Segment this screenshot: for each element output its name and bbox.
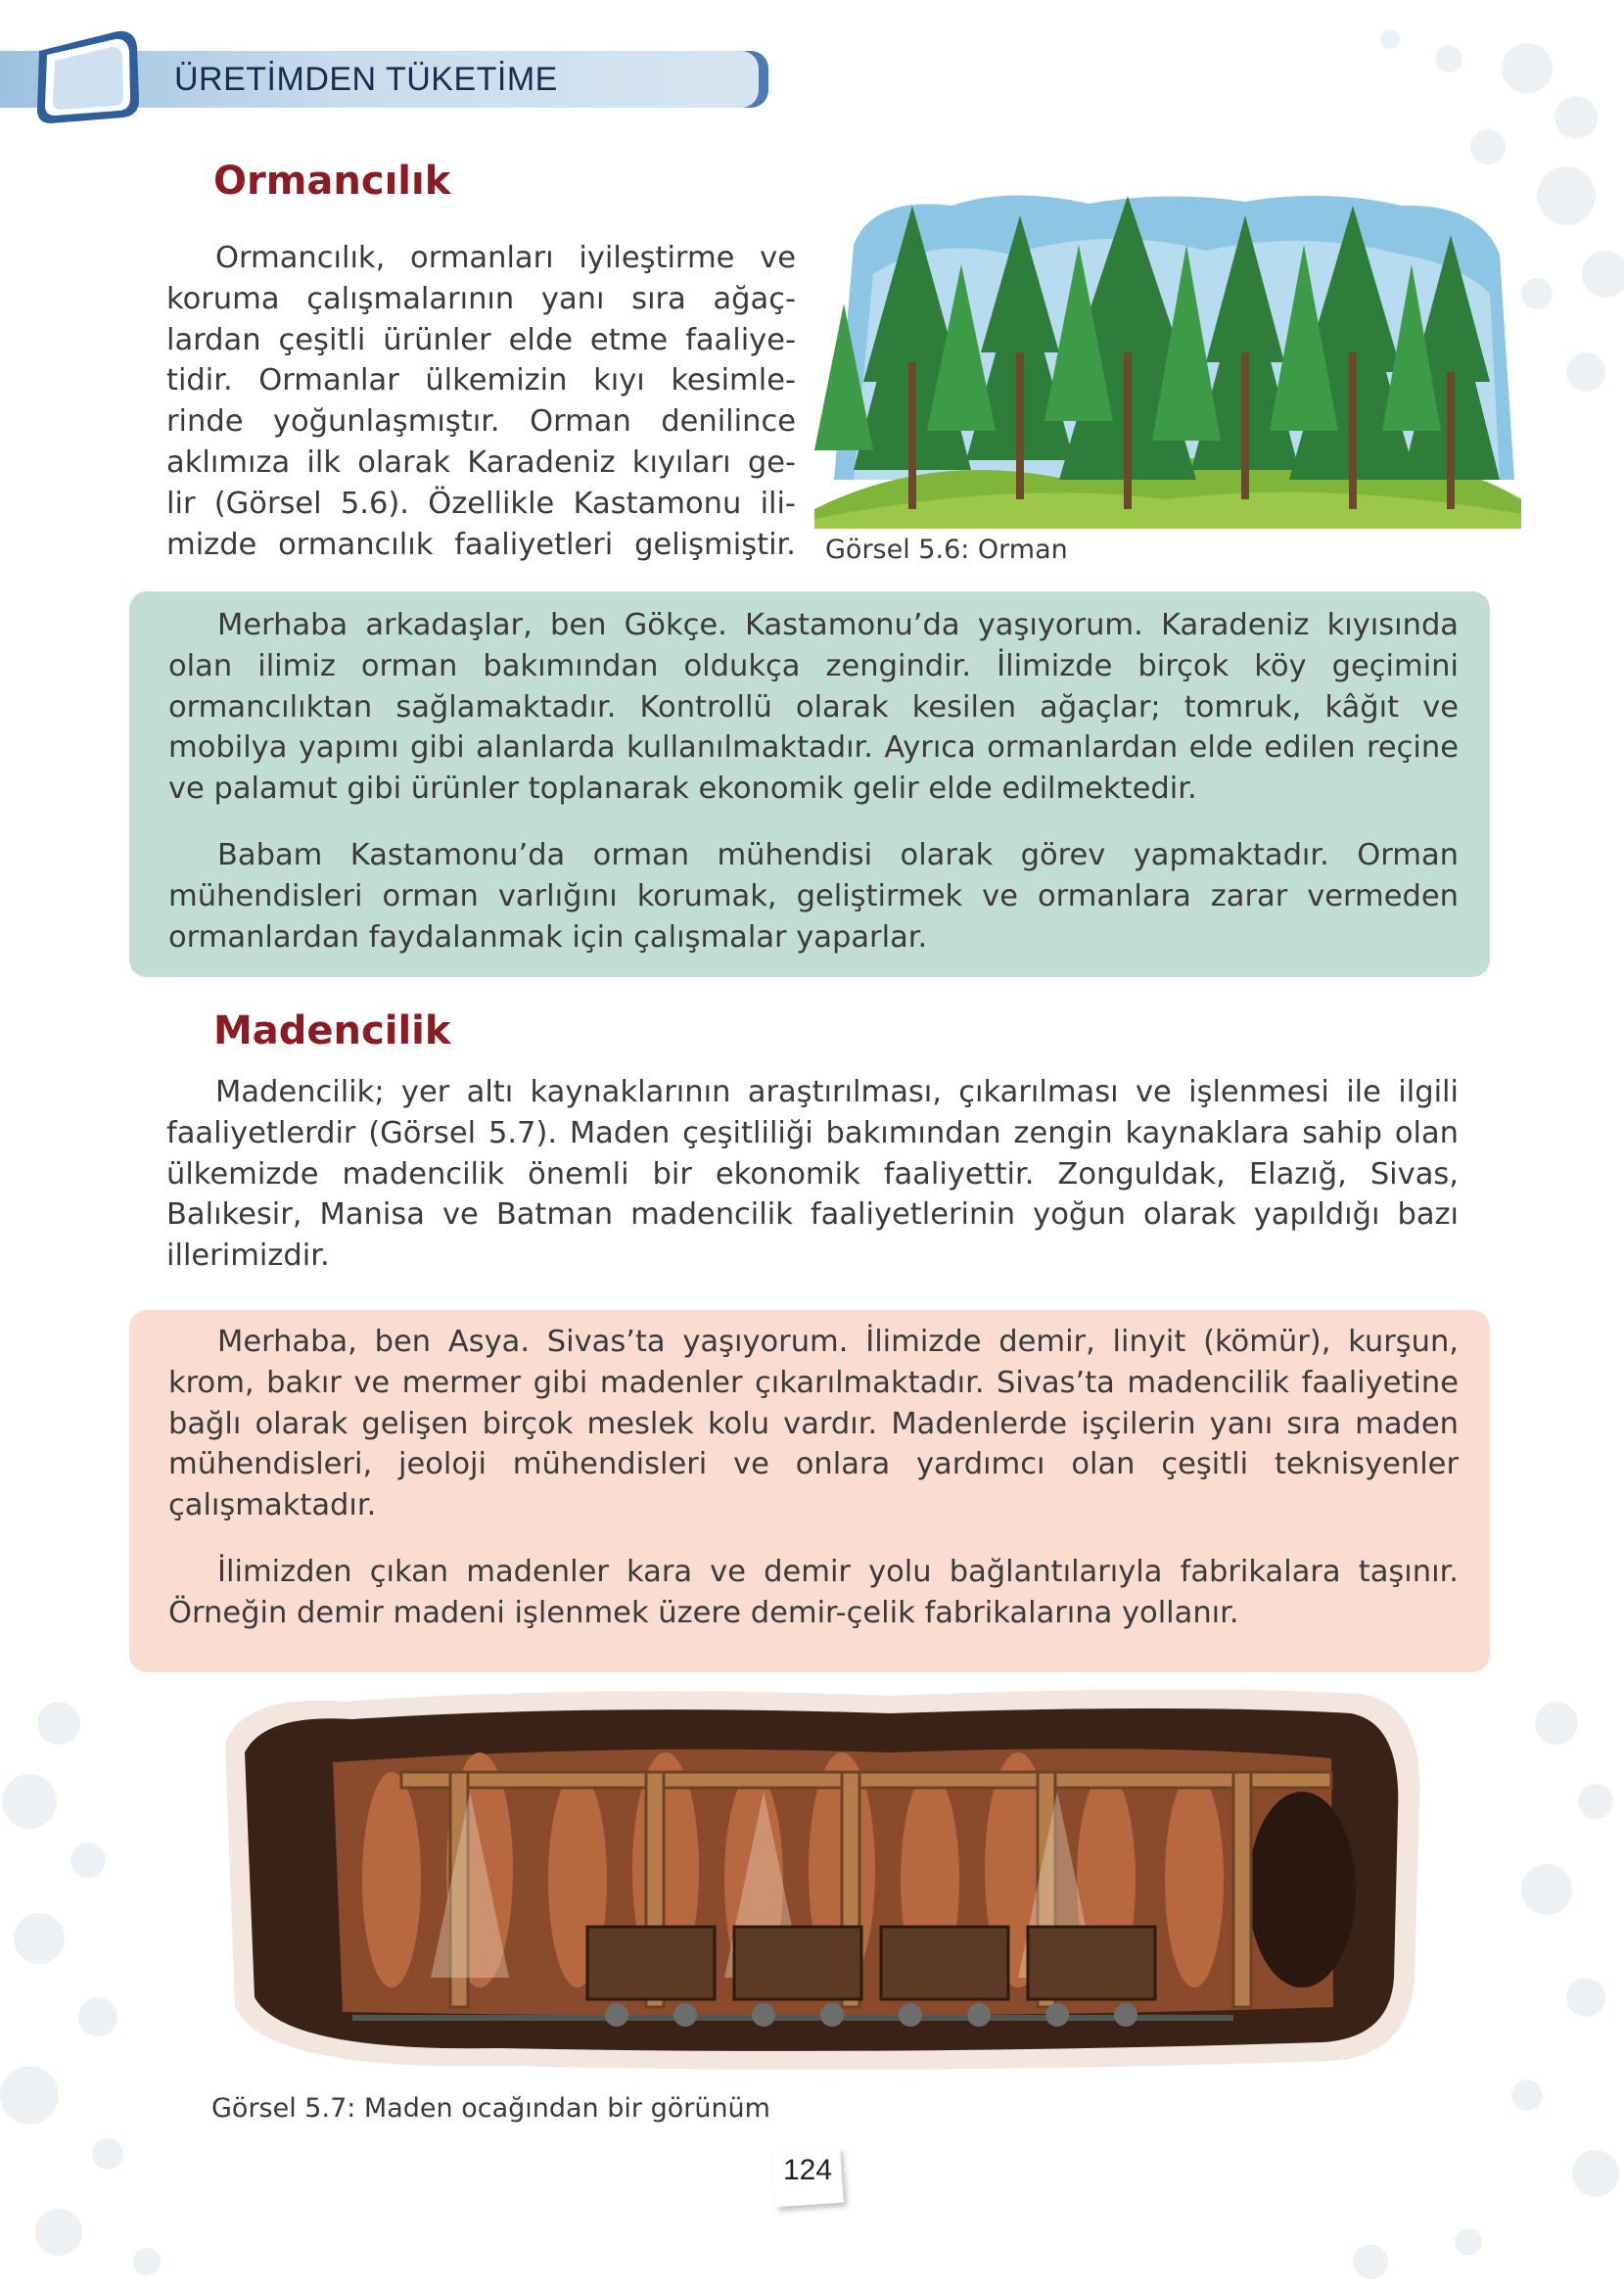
gokce-box-text bbox=[168, 605, 1459, 958]
page-number: 124 bbox=[782, 2154, 833, 2186]
mining-paragraph-text: Madencilik; yer altı kaynaklarının araştırılması, çıkarılması ve işlenmesi ile ilgili faaliyetlerdir (Görsel 5.7). Maden çeşitliliği bakımından zengin kaynaklara sahip olan ülkemizde madencilik önemli bir ekonomik faaliyettir. Zonguldak, Elazığ, Sivas, Balıkesir, Manisa ve Batman madencilik faaliyetlerinin yoğun olarak yapıldığı bazı illerimizdir. bbox=[166, 1075, 1459, 1274]
gokce-paragraph: Babam Kastamonu’da orman mühendisi olarak görev yapmaktadır. Orman mühendisleri orman varlığını korumak, geliştirmek ve ormanlara zarar vermeden ormanlardan faydalanmak için çalışmalar yaparlar. bbox=[168, 837, 1459, 955]
asya-box-text bbox=[168, 1322, 1459, 1634]
forestry-line: aklımıza ilk olarak Karadeniz kıyıları ge- bbox=[166, 444, 796, 480]
asya-info-box bbox=[129, 1310, 1490, 1672]
forestry-line: mizde ormancılık faaliyetleri gelişmiştir. bbox=[166, 527, 796, 562]
book-corner-icon bbox=[29, 22, 145, 127]
forestry-paragraph bbox=[166, 238, 796, 565]
asya-paragraph: İlimizden çıkan madenler kara ve demir yolu bağlantılarıyla fabrikalara taşınır. Örneğin demir madeni işlenmek üzere demir-çelik fabrikalarına yollanır. bbox=[168, 1554, 1459, 1630]
forestry-line: tidir. Ormanlar ülkemizin kıyı kesimle- bbox=[166, 363, 796, 398]
unit-title: ÜRETİMDEN TÜKETİME bbox=[174, 61, 558, 98]
forestry-title: Ormancılık bbox=[213, 159, 451, 204]
forestry-line: lir (Görsel 5.6). Özellikle Kastamonu ili- bbox=[166, 486, 796, 521]
forestry-line: rinde yoğunlaşmıştır. Orman denilince bbox=[166, 404, 796, 440]
asya-paragraph: Merhaba, ben Asya. Sivas’ta yaşıyorum. İlimizde demir, linyit (kömür), kurşun, krom, bakır ve mermer gibi madenler çıkarılmaktadır. Sivas’ta madencilik faaliyetine bağlı olarak gelişen birçok meslek kolu vardır. Madenlerde işçilerin yanı sıra maden mühendisleri, jeoloji mühendisleri ve onlara yardımcı olan çeşitli teknisyenler çalışmaktadır. bbox=[168, 1325, 1459, 1523]
mine-tunnel-illustration bbox=[206, 1684, 1429, 2076]
forestry-line: lardan çeşitli ürünler elde etme faaliye- bbox=[166, 322, 796, 357]
mining-title: Madencilik bbox=[213, 1008, 451, 1053]
forest-image-caption: Görsel 5.6: Orman bbox=[825, 535, 1068, 565]
mine-image-caption: Görsel 5.7: Maden ocağından bir görünüm bbox=[211, 2093, 770, 2124]
gokce-paragraph: Merhaba arkadaşlar, ben Gökçe. Kastamonu’da yaşıyorum. Karadeniz kıyısında olan ilimiz orman bakımından oldukça zengindir. İlimizde birçok köy geçimini ormancılıktan sağlamaktadır. Kontrollü olarak kesilen ağaçlar; tomruk, kâğıt ve mobilya yapımı gibi alanlarda kullanılmaktadır. Ayrıca ormanlardan elde edilen reçine ve palamut gibi ürünler toplanarak ekonomik gelir elde edilmektedir. bbox=[168, 608, 1459, 807]
forestry-line: koruma çalışmalarının yanı sıra ağaç- bbox=[166, 281, 796, 316]
gokce-info-box bbox=[129, 591, 1490, 977]
forestry-line: Ormancılık, ormanları iyileştirme ve bbox=[215, 241, 796, 275]
forest-illustration bbox=[814, 186, 1521, 529]
mining-paragraph bbox=[166, 1072, 1459, 1277]
